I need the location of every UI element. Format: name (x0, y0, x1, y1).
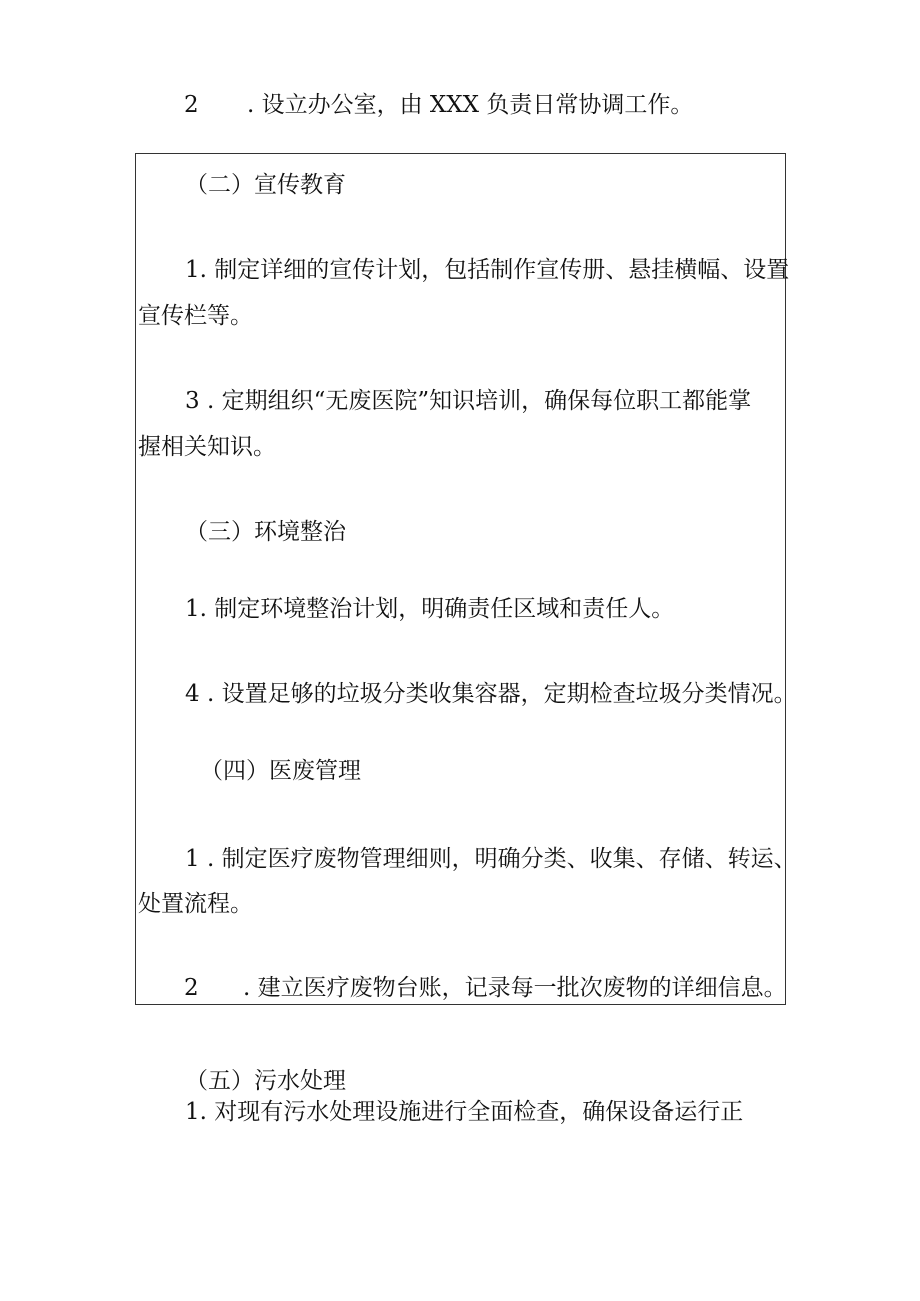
section-3-item-1: 1. 制定环境整治计划，明确责任区域和责任人。 (185, 596, 675, 622)
section-4-item-1-line-1: 1 . 制定医疗废物管理细则，明确分类、收集、存储、转运、 (185, 846, 797, 872)
top-item-2-text: . 设立办公室，由 XXX 负责日常协调工作。 (247, 92, 694, 118)
section-4-item-2-number: 2 (184, 975, 199, 1001)
section-3-item-4: 4 . 设置足够的垃圾分类收集容器，定期检查垃圾分类情况。 (185, 681, 797, 707)
section-2-item-3-line-1: 3 . 定期组织“无废医院”知识培训，确保每位职工都能掌 (185, 388, 752, 414)
section-2-item-1-line-2: 宣传栏等。 (138, 303, 253, 329)
section-3-heading: （三）环境整治 (185, 519, 346, 545)
section-5-heading: （五）污水处理 (185, 1068, 346, 1094)
section-4-item-2-text: . 建立医疗废物台账，记录每一批次废物的详细信息。 (243, 975, 787, 1001)
section-5-item-1: 1. 对现有污水处理设施进行全面检查，确保设备运行正 (185, 1099, 744, 1125)
section-4-item-1-line-2: 处置流程。 (138, 891, 253, 917)
section-4-heading: （四）医废管理 (200, 758, 361, 784)
top-item-2-number: 2 (184, 92, 199, 118)
section-2-item-1-line-1: 1. 制定详细的宣传计划，包括制作宣传册、悬挂横幅、设置 (185, 257, 790, 283)
section-2-heading: （二）宣传教育 (185, 172, 346, 198)
section-2-item-3-line-2: 握相关知识。 (138, 434, 276, 460)
